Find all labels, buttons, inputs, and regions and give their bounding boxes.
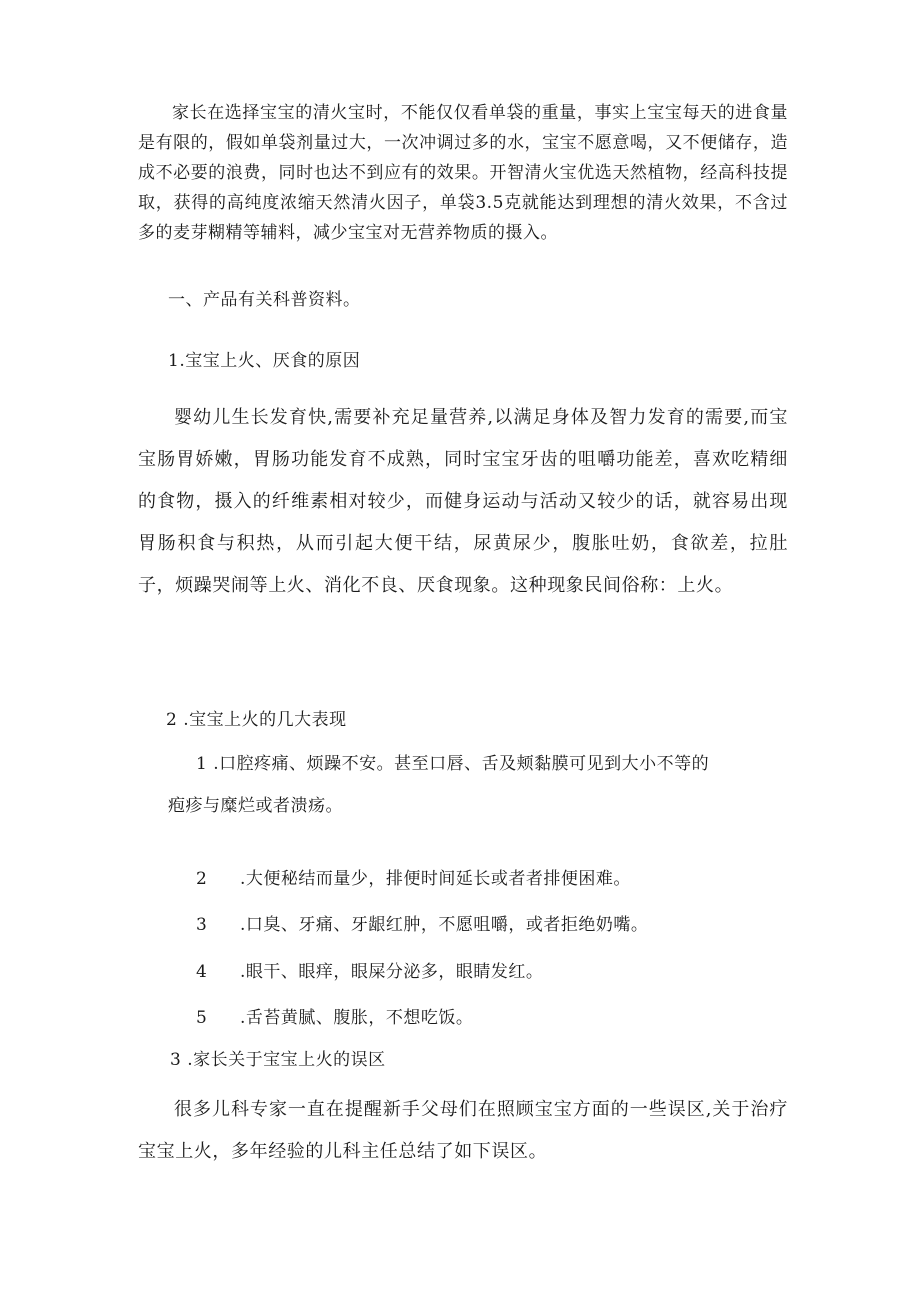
symptom-1-line-2: 疱疹与糜烂或者溃疡。 <box>168 796 343 816</box>
symptom-number: 4 <box>196 962 208 982</box>
symptom-item-5 <box>196 1005 846 1031</box>
subsection-heading-symptoms: 2 .宝宝上火的几大表现 <box>166 710 347 730</box>
symptom-text: .大便秘结而量少，排便时间延长或者者排便困难。 <box>240 869 631 889</box>
symptom-number: 2 <box>196 869 208 889</box>
symptom-number: 5 <box>196 1008 208 1028</box>
symptom-text: .口臭、牙痛、牙龈红肿，不愿咀嚼，或者拒绝奶嘴。 <box>240 915 649 935</box>
intro-paragraph: 家长在选择宝宝的清火宝时，不能仅仅看单袋的重量，事实上宝宝每天的进食量是有限的，假如单袋剂量过大，一次冲调过多的水，宝宝不愿意喝，又不便储存，造成不必要的浪费，同时也达不到应有的效果。开智清火宝优选天然植物，经高科技提取，获得的高纯度浓缩天然清火因子，单袋3.5克就能达到理想的清火效果，不含过多的麦芽糊精等辅料，减少宝宝对无营养物质的摄入。 <box>138 103 788 243</box>
section-heading: 一、产品有关科普资料。 <box>168 290 361 310</box>
causes-paragraph: 婴幼儿生长发育快,需要补充足量营养,以满足身体及智力发育的需要,而宝宝肠胃娇嫩，胃肠功能发育不成熟，同时宝宝牙齿的咀嚼功能差，喜欢吃精细的食物，摄入的纤维素相对较少，而健身运动与活动又较少的话，就容易出现胃肠积食与积热，从而引起大便干结，尿黄尿少，腹胀吐奶，食欲差，拉肚子，烦躁哭闹等上火、消化不良、厌食现象。这种现象民间俗称：上火。 <box>138 407 788 596</box>
symptom-item-3 <box>196 912 846 938</box>
subsection-heading-misconceptions: 3 .家长关于宝宝上火的误区 <box>170 1050 386 1070</box>
subsection-heading-causes: 1.宝宝上火、厌食的原因 <box>168 351 361 371</box>
symptom-item-4 <box>196 959 846 985</box>
symptom-1-line-1: 1 .口腔疼痛、烦躁不安。甚至口唇、舌及颊黏膜可见到大小不等的 <box>196 754 710 774</box>
symptom-text: .眼干、眼痒，眼屎分泌多，眼睛发红。 <box>240 962 544 982</box>
misconceptions-paragraph: 很多儿科专家一直在提醒新手父母们在照顾宝宝方面的一些误区,关于治疗宝宝上火，多年经验的儿科主任总结了如下误区。 <box>138 1099 788 1162</box>
symptom-item-1 <box>168 743 788 827</box>
symptom-text: .舌苔黄腻、腹胀，不想吃饭。 <box>240 1008 474 1028</box>
symptom-number: 3 <box>196 915 208 935</box>
symptom-item-2 <box>196 866 846 892</box>
